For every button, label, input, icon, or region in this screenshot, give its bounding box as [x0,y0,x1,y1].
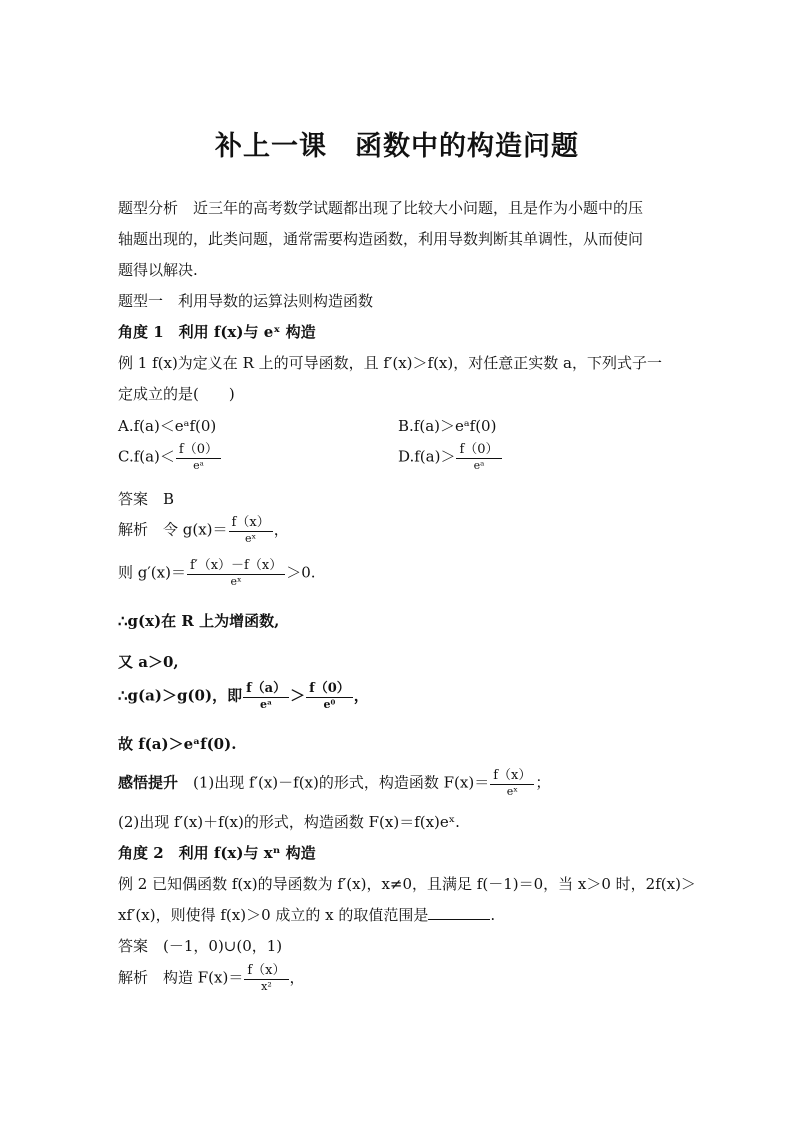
denominator: x² [261,980,272,993]
answer-blank [428,905,490,920]
solution1-line-1 [118,515,289,546]
fraction [490,768,534,799]
solution-text: ∴g(a)＞g(0)，即 [118,686,243,705]
fraction [243,681,289,712]
solution-text: ， [273,520,289,539]
fraction [456,442,501,473]
example2-text: . [490,906,496,924]
fraction [176,442,221,473]
insight-text: (1)出现 f′(x)－f(x)的形式，构造函数 F(x)＝ [178,773,490,792]
numerator: f（0） [176,442,221,459]
option-d-prefix: D.f(a)＞ [398,447,456,466]
numerator: f（0） [306,681,353,698]
numerator: f（0） [456,442,501,459]
fraction [187,558,285,589]
option-a: A.f(a)＜eᵃf(0) [118,417,217,435]
solution1-line-3: ∴g(x)在 R 上为增函数, [118,612,280,630]
type1-heading: 题型一 利用导数的运算法则构造函数 [118,292,374,310]
denominator: eˣ [245,532,257,545]
fraction [244,963,288,994]
denominator: eˣ [506,785,518,798]
numerator: f（x） [490,768,534,785]
solution1-line-2 [118,558,316,589]
solution-text: ＞0. [286,563,316,582]
insight-text: ； [535,773,551,792]
solution-text: ， [353,686,369,705]
intro-line-2: 轴题出现的，此类问题，通常需要构造函数，利用导数判断其单调性，从而使问 [118,230,644,248]
denominator: eˣ [230,575,242,588]
solution1-line-5 [118,681,369,712]
denominator: eᵃ [473,459,485,472]
option-c [118,442,222,473]
answer-2: 答案 (－1，0)∪(0，1) [118,937,283,955]
insight-label: 感悟提升 [118,773,179,792]
numerator: f（x） [229,515,273,532]
solution-text: 解析 令 g(x)＝ [118,520,228,539]
angle2-heading: 角度 2 利用 f(x)与 xⁿ 构造 [118,844,316,862]
insight-line-2: (2)出现 f′(x)＋f(x)的形式，构造函数 F(x)＝f(x)eˣ. [118,813,460,831]
solution-text: 则 g′(x)＝ [118,563,186,582]
numerator: f（a） [243,681,289,698]
example2-line-2 [118,905,495,925]
denominator: eᵃ [260,698,273,711]
solution1-line-6: 故 f(a)＞eᵃf(0). [118,735,237,753]
numerator: f（x） [244,963,288,980]
solution-text: ＞ [290,686,306,705]
intro-line-1: 题型分析 近三年的高考数学试题都出现了比较大小问题，且是作为小题中的压 [118,199,644,217]
denominator: eᵃ [193,459,204,472]
example2-text: xf′(x)，则使得 f(x)＞0 成立的 x 的取值范围是 [118,906,429,924]
solution-text: 解析 构造 F(x)＝ [118,968,244,987]
intro-line-3: 题得以解决. [118,261,198,279]
answer-1: 答案 B [118,490,175,508]
solution1-line-4: 又 a＞0, [118,653,179,671]
solution-text: ， [289,968,305,987]
option-c-prefix: C.f(a)＜ [118,447,175,466]
option-d [398,442,503,473]
insight-line-1 [118,768,550,799]
example1-line-2: 定成立的是( ) [118,385,235,403]
option-b: B.f(a)＞eᵃf(0) [398,417,497,435]
fraction [229,515,273,546]
page-title: 补上一课 函数中的构造问题 [215,131,579,162]
example2-line-1: 例 2 已知偶函数 f(x)的导函数为 f′(x)，x≠0，且满足 f(－1)＝0，当 x＞0 时，2f(x)＞ [118,875,696,893]
solution2-line-1 [118,963,305,994]
denominator: e⁰ [323,698,336,711]
numerator: f′（x）－f（x） [187,558,285,575]
angle1-heading: 角度 1 利用 f(x)与 eˣ 构造 [118,323,316,341]
example1-line-1: 例 1 f(x)为定义在 R 上的可导函数，且 f′(x)＞f(x)，对任意正实数 a，下列式子一 [118,354,662,372]
fraction [306,681,353,712]
